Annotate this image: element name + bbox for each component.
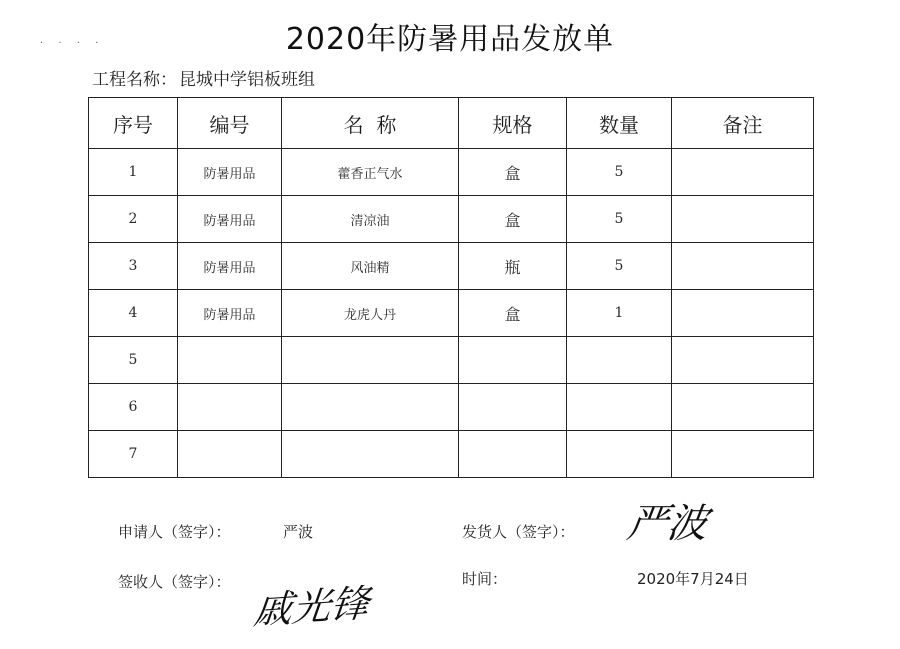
cell-spec: 盒 <box>459 196 567 243</box>
cell-spec: 盒 <box>459 290 567 337</box>
time-label: 时间： <box>462 570 508 588</box>
table-header-row <box>89 98 814 149</box>
project-line <box>92 65 317 90</box>
project-value: 昆城中学铝板班组 <box>179 70 315 90</box>
cell-seq: 1 <box>89 149 178 196</box>
cell-name <box>282 384 459 431</box>
applicant-value: 严波 <box>283 523 314 541</box>
cell-seq: 4 <box>89 290 178 337</box>
cell-spec <box>459 431 567 478</box>
cell-note <box>672 290 814 337</box>
cell-qty: 5 <box>567 196 672 243</box>
cell-seq: 6 <box>89 384 178 431</box>
cell-note <box>672 243 814 290</box>
cell-name: 藿香正气水 <box>282 149 459 196</box>
cell-code <box>178 337 282 384</box>
table-row <box>89 243 814 290</box>
distribution-table <box>88 97 814 478</box>
cell-note <box>672 384 814 431</box>
document-title: 2020年防暑用品发放单 <box>285 22 615 57</box>
cell-name <box>282 431 459 478</box>
cell-seq: 3 <box>89 243 178 290</box>
project-label: 工程名称： <box>92 70 177 90</box>
cell-qty: 5 <box>567 243 672 290</box>
applicant-label: 申请人（签字）： <box>118 523 231 541</box>
cell-qty: 5 <box>567 149 672 196</box>
issuer-handwritten-signature: 严波 <box>624 501 711 547</box>
cell-qty <box>567 384 672 431</box>
cell-note <box>672 149 814 196</box>
scan-artifact: · · · · <box>40 38 105 49</box>
time-value: 2020年7月24日 <box>637 570 749 588</box>
receiver-handwritten-signature: 戚光锋 <box>251 581 372 633</box>
cell-code <box>178 384 282 431</box>
cell-name <box>282 337 459 384</box>
cell-spec: 盒 <box>459 149 567 196</box>
cell-spec <box>459 337 567 384</box>
cell-code: 防暑用品 <box>178 149 282 196</box>
issuer-label: 发货人（签字）： <box>462 523 575 541</box>
header-note: 备注 <box>672 98 814 149</box>
table-row <box>89 337 814 384</box>
cell-note <box>672 337 814 384</box>
table-row <box>89 196 814 243</box>
cell-code: 防暑用品 <box>178 290 282 337</box>
cell-qty <box>567 431 672 478</box>
cell-seq: 7 <box>89 431 178 478</box>
header-spec: 规格 <box>459 98 567 149</box>
cell-name: 风油精 <box>282 243 459 290</box>
cell-code: 防暑用品 <box>178 196 282 243</box>
cell-qty <box>567 337 672 384</box>
cell-qty: 1 <box>567 290 672 337</box>
cell-note <box>672 431 814 478</box>
header-code: 编号 <box>178 98 282 149</box>
header-qty: 数量 <box>567 98 672 149</box>
receiver-label: 签收人（签字）： <box>118 573 231 591</box>
table-row <box>89 431 814 478</box>
cell-name: 龙虎人丹 <box>282 290 459 337</box>
table-row <box>89 384 814 431</box>
header-seq: 序号 <box>89 98 178 149</box>
cell-note <box>672 196 814 243</box>
table-row <box>89 290 814 337</box>
cell-spec: 瓶 <box>459 243 567 290</box>
cell-spec <box>459 384 567 431</box>
header-name: 名 称 <box>282 98 459 149</box>
cell-code <box>178 431 282 478</box>
cell-code: 防暑用品 <box>178 243 282 290</box>
cell-name: 清凉油 <box>282 196 459 243</box>
cell-seq: 2 <box>89 196 178 243</box>
cell-seq: 5 <box>89 337 178 384</box>
table-row <box>89 149 814 196</box>
